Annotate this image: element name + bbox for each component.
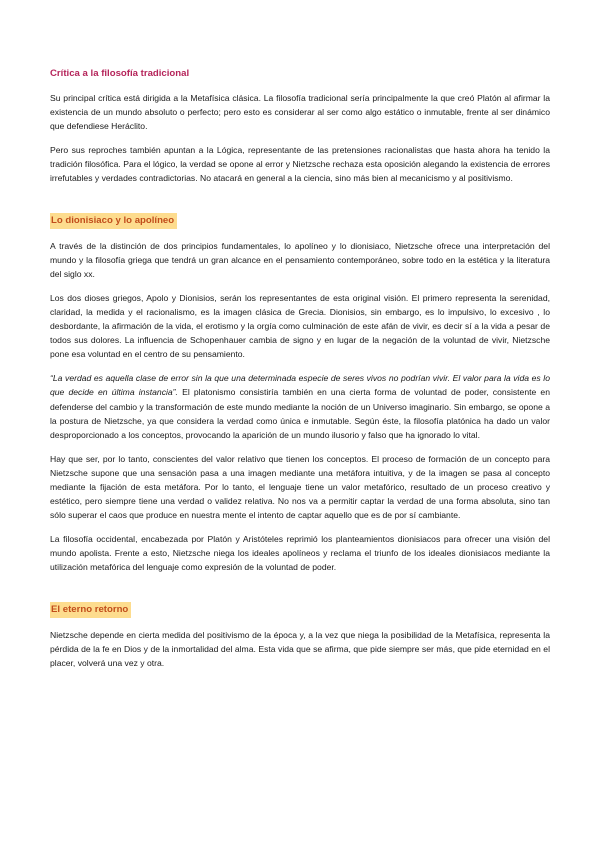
paragraph: A través de la distinción de dos principios fundamentales, lo apolíneo y lo dionisiaco, Nietzsche ofrece una interpretación del mundo y la filosofía griega que tendrá un gran alcance en el pensamiento contemporáneo, sobre todo en la estética y la literatura del siglo xx. [50,240,550,279]
section-heading-dionisiaco: Lo dionisiaco y lo apolíneo [50,213,177,229]
document-content [50,67,550,670]
paragraph: Pero sus reproches también apuntan a la Lógica, representante de las pretensiones racionalistas que hasta ahora ha tenido la tradición filosófica. Para el lógico, la verdad se opone al error y Nietzsche rechaza esta oposición alegando la existencia de errores irrefutables y verdades contradictorias. No atacará en general a la ciencia, sino más bien al mecanicismo y al positivismo. [50,145,550,184]
paragraph: Los dos dioses griegos, Apolo y Dionisios, serán los representantes de esta original visión. El primero representa la serenidad, claridad, la medida y el racionalismo, es la imagen clásica de Grecia. Dionisios, sin embargo, es lo impulsivo, lo excesivo , lo desbordante, la afirmación de la vida, el erotismo y la orgía como culminación de este afán de vivir, es decir sí a la vida a pesar de todos sus dolores. La influencia de Schopenhauer cambia de signo y en lugar de la negación de la voluntad de vivir, Nietzsche pone esa voluntad en el centro de su pensamiento. [50,292,550,360]
paragraph: Hay que ser, por lo tanto, conscientes del valor relativo que tienen los conceptos. El proceso de formación de un concepto para Nietzsche supone que una sensación pasa a una imagen mediante una metáfora intuitiva, y de la imagen se pasa al concepto mediante la fijación de esta metáfora. Por lo tanto, el lenguaje tiene un valor metafórico, resultado de un proceso creativo y estético, pero siempre tiene una verdad o validez relativa. No nos va a permitir captar la verdad de una forma absoluta, sino tan sólo superar el caos que produce en nuestra mente el intento de captar aquello que es de por sí cambiante. [50,453,550,521]
quote-continuation: El platonismo consistiría también en una cierta forma de voluntad de poder, consistente en defenderse del cambio y la transformación de este mundo mediante la noción de un Universo imaginario. Sin embargo, se opone a la postura de Nietzsche, ya que considera la verdad como única e inmutable. Según éste, la filosofía platónica ha dado un valor desproporcionado a los conceptos, provocando la aparición de un mundo ilusorio y falso que ha ignorado lo vital. [50,387,550,440]
paragraph: Nietzsche depende en cierta medida del positivismo de la época y, a la vez que niega la posibilidad de la Metafísica, representa la pérdida de la fe en Dios y de la inmortalidad del alma. Esta vida que se afirma, que pide siempre ser más, que pide eternidad en el placer, volverá una vez y otra. [50,629,550,668]
nietzsche-quote: “La verdad es aquella clase de error sin la que una determinada especie de seres vivos no podrían vivir. El valor para la vida es lo que decide en última instancia”. [50,373,550,398]
section-heading-critica: Crítica a la filosofía tradicional [50,68,190,79]
paragraph: Su principal crítica está dirigida a la Metafísica clásica. La filosofía tradicional sería principalmente la que creó Platón al afirmar la existencia de un mundo absoluto o perfecto; pero esto es considerar al ser como algo estático o inmutable, frente al ser dinámico que defendiese Heráclito. [50,93,550,132]
paragraph: La filosofía occidental, encabezada por Platón y Aristóteles reprimió los planteamientos dionisiacos para ofrecer una visión del mundo apolista. Frente a esto, Nietzsche niega los ideales apolíneos y reclama el triunfo de los ideales dionisiacos mediante la utilización metafórica del lenguaje como expresión de la voluntad de poder. [50,534,550,573]
quote-paragraph [50,371,550,441]
section-heading-eterno-retorno: El eterno retorno [50,602,131,618]
